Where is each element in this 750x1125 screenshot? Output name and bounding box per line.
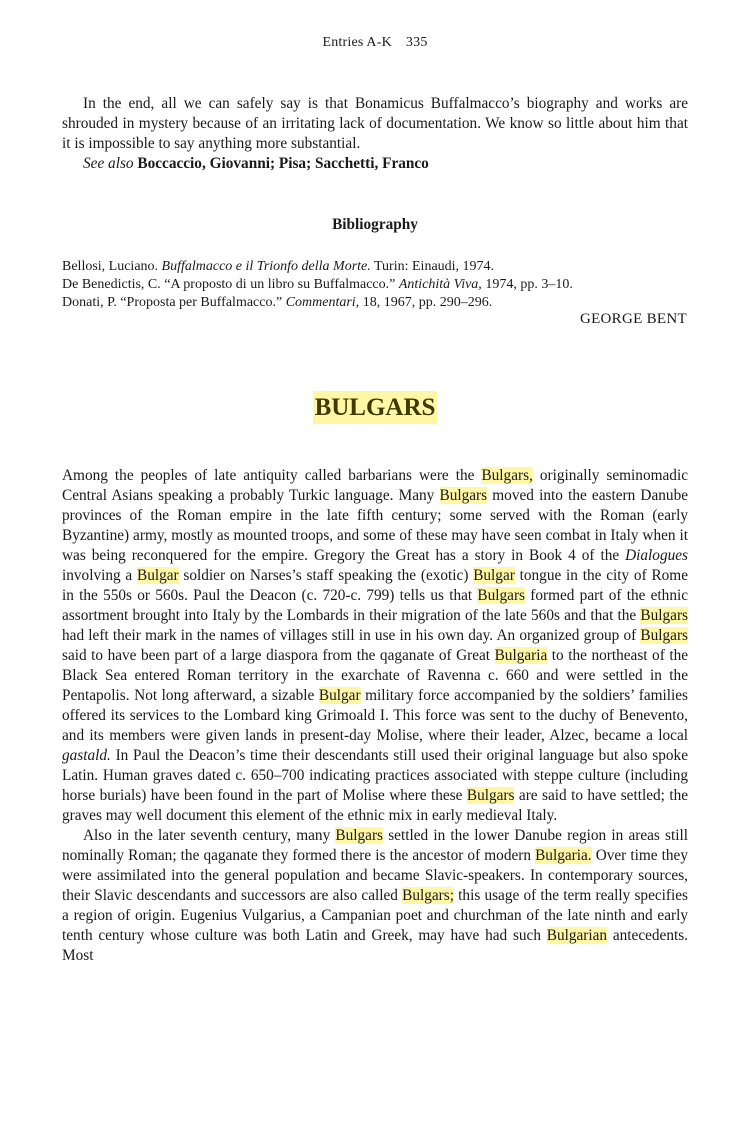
bibliography-entry: [62, 276, 688, 294]
body-text: Over time they were assimilated into the general population and became Slavic-speakers. In contemporary sources, their Slavic descendants and successors are also called: [62, 847, 688, 904]
body-text: antecedents. Most: [62, 927, 689, 964]
bib-entry-text: Donati, P. “Proposta per Buffalmacco.”: [62, 295, 286, 310]
body-text: to the northeast of the Black Sea entered Roman territory in the exarchate of Ravenna c. 660 and were settled in the Pentapolis. Not long afterward, a sizable: [62, 647, 689, 704]
body-text: settled in the lower Danube region in areas still nominally Roman; the qaganate they formed there is the ancestor of modern: [62, 827, 689, 864]
search-highlight[interactable]: Bulgar: [318, 687, 361, 704]
body-text: Also in the later seventh century, many: [83, 827, 336, 844]
intro-paragraph: In the end, all we can safely say is that Bonamicus Buffalmacco’s biography and works are shrouded in mystery because of an irritating lack of documentation. We know so little about him that it is impossible to say anything more substantial.: [62, 95, 688, 152]
body-text: moved into the eastern Danube provinces of the Roman empire in the late fifth century; some served with the Roman (early Byzantine) army, mostly as mounted troops, and some of these may have seen combat in Italy when it was being reconquered for the empire. Gregory the Great has a story in Book 4 of the: [62, 487, 689, 564]
intro-section: [62, 94, 688, 174]
search-highlight[interactable]: Bulgars: [439, 487, 488, 504]
bib-entry-text: 18, 1967, pp. 290–296.: [359, 295, 493, 310]
bib-entry-title: Commentari,: [285, 295, 360, 310]
page-number: 335: [405, 35, 428, 50]
see-also-label: See also: [83, 155, 134, 172]
bib-entry-text: Turin: Einaudi, 1974.: [370, 259, 495, 274]
entry-paragraph-2: [62, 826, 688, 966]
entry-body: [62, 466, 688, 966]
bib-entry-text: De Benedictis, C. “A proposto di un libro su Buffalmacco.”: [62, 277, 399, 292]
entry-author: GEORGE BENT: [579, 311, 687, 327]
search-highlight[interactable]: Bulgar: [137, 567, 179, 584]
bib-entry-text: Bellosi, Luciano.: [62, 259, 162, 274]
search-highlight[interactable]: Bulgars: [640, 627, 688, 644]
bibliography-title: Bibliography: [332, 216, 418, 233]
bib-entry-title: Antichità Viva,: [398, 277, 482, 292]
italic-title: Dialogues: [625, 547, 688, 564]
body-text: military force accompanied by the soldiers’ families offered its services to the Lombard king Grimoald I. This force was sent to the duchy of Benevento, and its members were given lands in present-day Molise, where their leader, Alzec, became a local: [62, 687, 688, 744]
body-text: said to have been part of a large diaspora from the qaganate of Great: [62, 647, 495, 664]
search-highlight[interactable]: Bulgaria.: [535, 847, 592, 864]
see-also-line: [62, 154, 688, 174]
italic-term: gastald.: [62, 747, 111, 764]
body-text: Among the peoples of late antiquity called barbarians were the: [62, 467, 482, 484]
bibliography-entry: [62, 294, 688, 312]
body-text: formed part of the ethnic assortment brought into Italy by the Lombards in their migration of the late 560s and that the: [62, 587, 689, 624]
search-highlight[interactable]: Bulgar: [473, 567, 515, 584]
search-highlight[interactable]: Bulgaria: [494, 647, 548, 664]
bibliography-entry: [62, 258, 688, 276]
search-highlight[interactable]: Bulgars: [466, 787, 515, 804]
header-section: Entries A-K: [322, 35, 392, 50]
bib-entry-title: Buffalmacco e il Trionfo della Morte.: [161, 259, 371, 274]
body-text: this usage of the term really specifies a region of origin. Eugenius Vulgarius, a Campanian poet and churchman of the late ninth and early tenth century whose culture was both Latin and Greek, may have had such: [62, 887, 688, 944]
bib-entry-text: 1974, pp. 3–10.: [481, 277, 573, 292]
search-highlight[interactable]: Bulgars: [640, 607, 688, 624]
entry-paragraph-1: [62, 466, 688, 826]
body-text: had left their mark in the names of villages still in use in his own day. An organized group of: [62, 627, 641, 644]
body-text: originally seminomadic Central Asians speaking a probably Turkic language. Many: [62, 467, 688, 504]
search-highlight[interactable]: Bulgars: [335, 827, 384, 844]
see-also-refs[interactable]: Boccaccio, Giovanni; Pisa; Sacchetti, Franco: [137, 155, 429, 172]
body-text: In Paul the Deacon’s time their descendants still used their original language but also spoke Latin. Human graves dated c. 650–700 indicating practices associated with steppe culture (including horse burials) have been found in the part of Molise where these: [62, 747, 688, 804]
entry-title-highlight[interactable]: BULGARS: [313, 391, 438, 424]
entry-title: [0, 391, 750, 424]
body-text: soldier on Narses’s staff speaking the (exotic): [178, 567, 474, 584]
body-text: involving a: [62, 567, 137, 584]
running-header: [0, 35, 750, 51]
bibliography-list: [62, 258, 688, 312]
search-highlight[interactable]: Bulgars: [477, 587, 526, 604]
search-highlight[interactable]: Bulgars,: [481, 467, 533, 484]
body-text: tongue in the city of Rome in the 550s or 560s. Paul the Deacon (c. 720-c. 799) tells us that: [62, 567, 688, 604]
search-highlight[interactable]: Bulgars;: [402, 887, 454, 904]
body-text: are said to have settled; the graves may well document this element of the ethnic mix in early medieval Italy.: [62, 787, 689, 824]
search-highlight[interactable]: Bulgarian: [546, 927, 608, 944]
